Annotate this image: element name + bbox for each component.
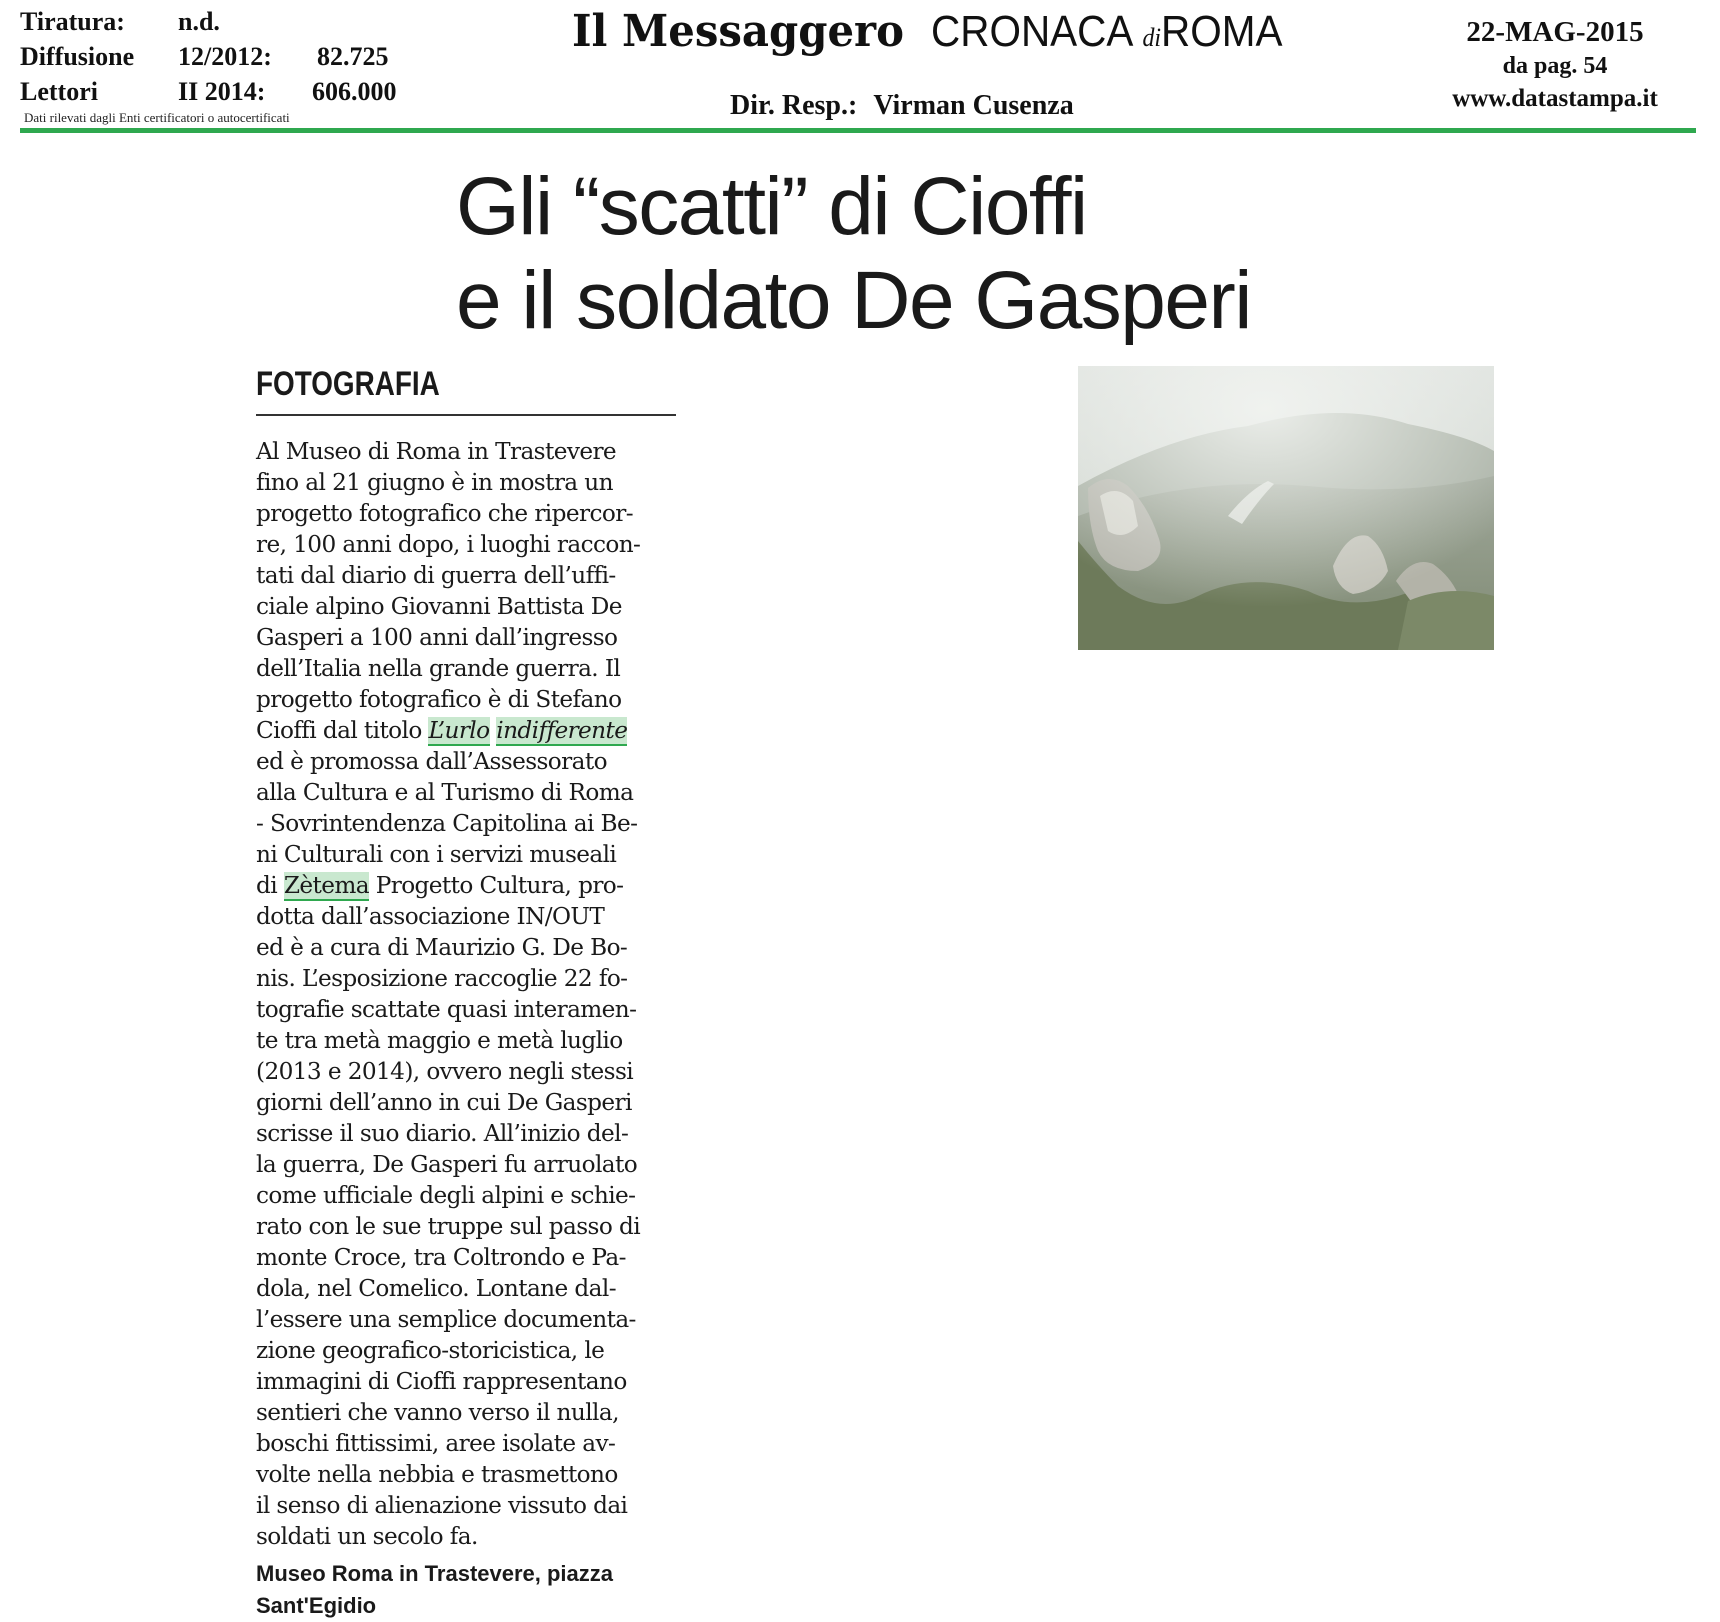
body-line: - Sovrintendenza Capitolina ai Be- (256, 810, 638, 837)
body-line: rato con le sue truppe sul passo di (256, 1213, 641, 1240)
stat-period: 12/2012: (178, 42, 272, 71)
body-line: il senso di alienazione vissuto dai (256, 1492, 628, 1519)
body-text: di (256, 872, 284, 899)
body-line: l’essere una semplice documenta- (256, 1306, 636, 1333)
body-line: te tra metà maggio e metà luglio (256, 1027, 623, 1054)
body-line: zione geografico-storicistica, le (256, 1337, 605, 1364)
section-word: ROMA (1161, 7, 1283, 56)
body-line (256, 870, 676, 901)
body-line: dotta dall’associazione IN/OUT (256, 903, 605, 930)
body-line: soldati un secolo fa. (256, 1523, 478, 1550)
headline-line: e il soldato De Gasperi (456, 255, 1252, 346)
website-link[interactable]: www.datastampa.it (1452, 85, 1658, 112)
body-line: tati dal diario di guerra dell’uffi- (256, 562, 616, 589)
date-block (1420, 14, 1690, 116)
article-body (256, 436, 676, 1552)
highlighted-title: L’urlo (428, 717, 490, 744)
body-line: dola, nel Comelico. Lontane dal- (256, 1275, 616, 1302)
body-line: dell’Italia nella grande guerra. Il (256, 655, 621, 682)
article-photo (1078, 366, 1494, 650)
director-name: Virman Cusenza (873, 90, 1074, 121)
stat-period: II 2014: (178, 77, 266, 106)
body-line: (2013 e 2014), ovvero negli stessi (256, 1058, 634, 1085)
body-line: sentieri che vanno verso il nulla, (256, 1399, 619, 1426)
body-line: scrisse il suo diario. All’inizio del- (256, 1120, 629, 1147)
header-divider (20, 128, 1696, 133)
highlighted-title: indifferente (496, 717, 628, 744)
body-line: ciale alpino Giovanni Battista De (256, 593, 622, 620)
director-label: Dir. Resp.: (730, 90, 858, 121)
body-line: fino al 21 giugno è in mostra un (256, 469, 613, 496)
highlighted-org: Zètema (283, 872, 369, 899)
body-line: Gasperi a 100 anni dall’ingresso (256, 624, 618, 651)
body-line: ni Culturali con i servizi museali (256, 841, 617, 868)
body-line: come ufficiale degli alpini e schie- (256, 1182, 636, 1209)
section-name (931, 7, 1282, 57)
stat-label: Lettori (20, 77, 98, 106)
body-text: Cioffi dal titolo (256, 717, 429, 744)
body-line: la guerra, De Gasperi fu arruolato (256, 1151, 638, 1178)
venue-info (256, 1558, 613, 1622)
body-line: monte Croce, tra Coltrondo e Pa- (256, 1244, 626, 1271)
headline-line: Gli “scatti” di Cioffi (456, 161, 1087, 252)
body-line: tografie scattate quasi interamen- (256, 996, 637, 1023)
venue-line: Sant'Egidio (256, 1593, 377, 1618)
section-kicker: FOTOGRAFIA (256, 365, 440, 403)
stat-value: 606.000 (312, 77, 397, 106)
body-line: Al Museo di Roma in Trastevere (256, 438, 617, 465)
body-line: alla Cultura e al Turismo di Roma (256, 779, 634, 806)
body-line: immagini di Cioffi rappresentano (256, 1368, 627, 1395)
section-di: di (1142, 23, 1162, 52)
body-line: re, 100 anni dopo, i luoghi raccon- (256, 531, 641, 558)
headline (456, 160, 1251, 348)
body-line: ed è a cura di Maurizio G. De Bo- (256, 934, 628, 961)
body-text: Progetto Cultura, pro- (368, 872, 624, 899)
director-line (730, 90, 1074, 122)
body-line: volte nella nebbia e trasmettono (256, 1461, 618, 1488)
body-line: ed è promossa dall’Assessorato (256, 748, 607, 775)
stat-value: n.d. (178, 7, 220, 36)
certification-note: Dati rilevati dagli Enti certificatori o autocertificati (24, 110, 290, 125)
stat-value: 82.725 (317, 42, 389, 71)
body-line: boschi fittissimi, aree isolate av- (256, 1430, 616, 1457)
body-line: nis. L’esposizione raccoglie 22 fo- (256, 965, 628, 992)
section-word: CRONACA (931, 7, 1132, 56)
stat-label: Tiratura: (20, 7, 125, 36)
stat-label: Diffusione (20, 42, 135, 71)
body-line: giorni dell’anno in cui De Gasperi (256, 1089, 632, 1116)
mountain-photo-icon (1078, 366, 1494, 650)
body-line (256, 715, 676, 746)
venue-line: Museo Roma in Trastevere, piazza (256, 1561, 614, 1586)
page-ref: da pag. 54 (1502, 53, 1608, 79)
body-line: progetto fotografico che ripercor- (256, 500, 633, 527)
masthead (572, 6, 1313, 57)
paper-name: Il Messaggero (572, 6, 904, 57)
issue-date: 22-MAG-2015 (1466, 16, 1644, 48)
kicker-divider (256, 414, 676, 416)
body-line: progetto fotografico è di Stefano (256, 686, 622, 713)
